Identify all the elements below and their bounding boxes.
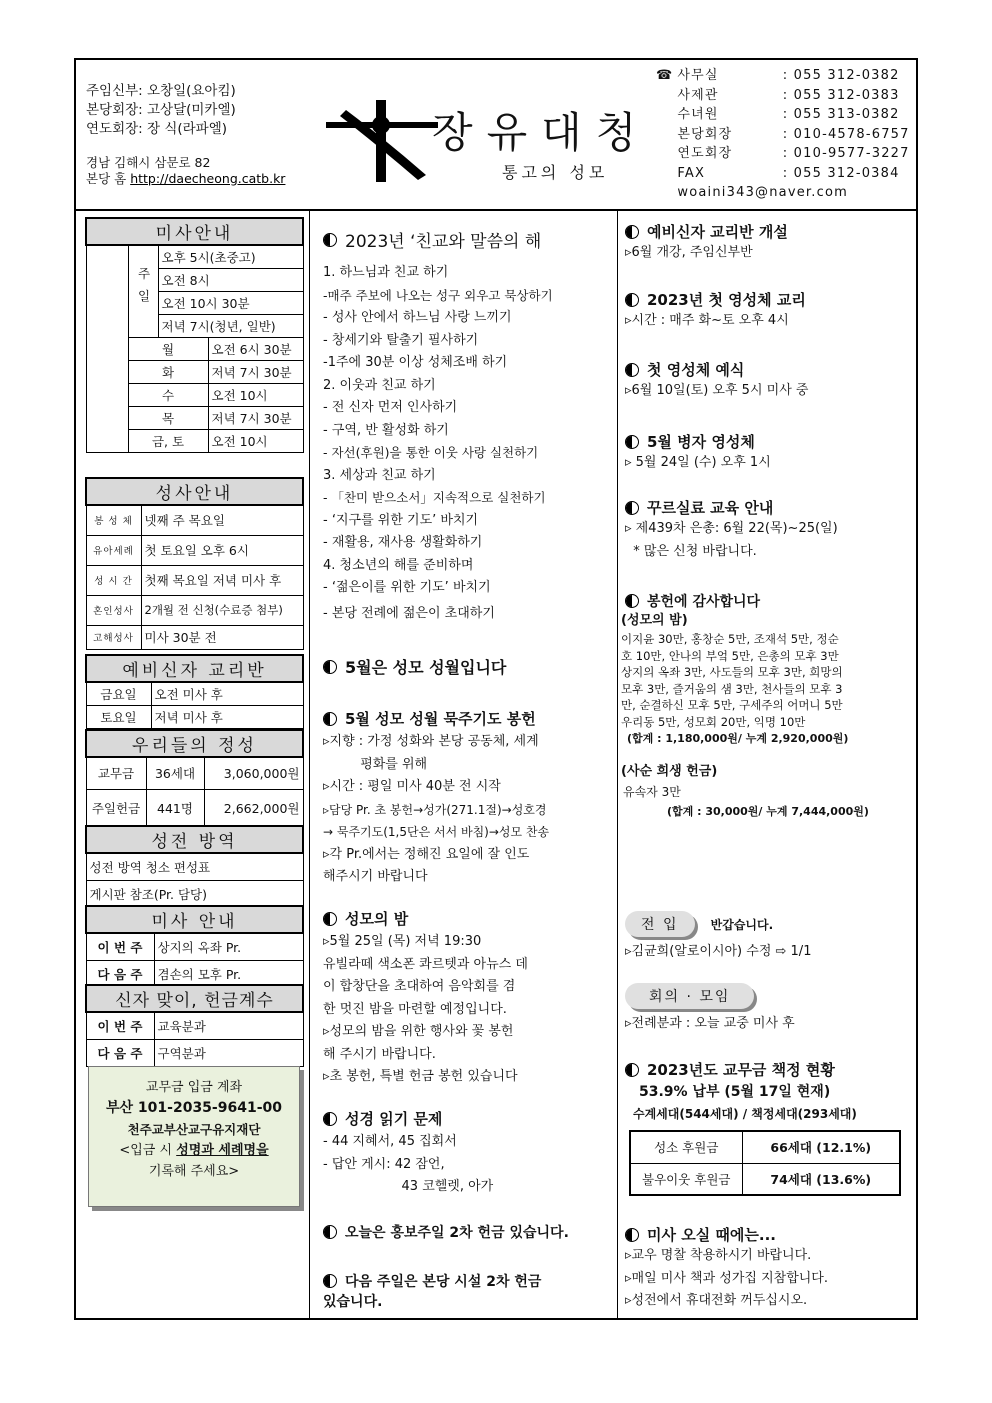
list-item: - 44 지혜서, 45 집회서	[323, 1134, 457, 1149]
list-item: ▹성모의 밤을 위한 행사와 꽃 봉헌	[323, 1024, 514, 1039]
address: 경남 김해시 삼문로 82	[86, 155, 211, 170]
contact-row: FAX : 055 312-0384	[677, 165, 900, 181]
offering-name: 주일헌금	[86, 789, 146, 826]
support-table	[629, 1130, 901, 1196]
contact-row: ☎ 사무실 : 055 312-0382	[656, 68, 900, 83]
half-circle-icon	[625, 501, 639, 515]
list-item: 우리동 5만, 성모회 20만, 익명 10만	[621, 714, 806, 729]
list-item: - 재활용, 재사용 생활화하기	[323, 535, 483, 550]
meeting-line: ▹전례분과 : 오늘 교중 미사 후	[625, 1016, 795, 1031]
contact-row: 연도회장 : 010-9577-3227	[677, 146, 910, 161]
first-communion-class-line: ▹시간 : 매주 화~토 오후 4시	[625, 313, 789, 328]
sunday-label: 주일	[128, 245, 158, 337]
list-item: 평화를 위해	[323, 756, 428, 772]
right-column	[619, 211, 916, 1318]
list-item: - 답안 게시: 42 잠언,	[323, 1156, 445, 1172]
list-item: 이 합창단을 초대하여 음악회를 겸	[323, 979, 516, 994]
district-chair: 연도회장: 장 식(라파엘)	[86, 121, 228, 137]
bible-list	[323, 1131, 493, 1199]
half-circle-icon	[625, 594, 639, 608]
list-item: ▹매일 미사 책과 성가집 지참합니다.	[625, 1270, 828, 1286]
bulletin-page	[74, 58, 918, 1320]
account-note-2: 기록해 주세요>	[148, 1164, 240, 1179]
catechumen-class-line: ▹6월 개강, 주임신부반	[625, 245, 753, 260]
offering-count: 441명	[146, 789, 204, 826]
list-item: 상지의 옥좌 3만, 사도들의 모후 3만, 희망의	[621, 665, 843, 679]
middle-column	[311, 211, 618, 1318]
list-item: ▹지향 : 가정 성화와 본당 공동체, 세계	[323, 734, 539, 749]
thanks-total: (합계 : 1,180,000원/ 누계 2,920,000원)	[627, 732, 849, 745]
mass-guide-header: 미사 안내	[86, 906, 303, 933]
homepage-label: 본당 홈	[86, 171, 131, 186]
thanks-title: 봉헌에 감사합니다	[621, 591, 869, 611]
half-circle-icon	[625, 225, 639, 239]
rosary-section	[323, 708, 549, 889]
list-item: ▹초 봉헌, 특별 헌금 봉헌 있습니다	[323, 1069, 518, 1084]
dues-households: 수계세대(544세대) / 책정세대(293세대)	[633, 1107, 857, 1121]
cursillo-section	[625, 497, 838, 563]
cross-logo-icon	[326, 100, 446, 182]
half-circle-icon	[625, 435, 639, 449]
transfer-pill: 전 입	[625, 911, 695, 937]
greeting-week: 다 음 주	[86, 1039, 154, 1066]
list-item: - ‘지구를 위한 기도’ 바치기	[323, 512, 479, 528]
account-title: 교무금 입금 계좌	[145, 1080, 243, 1095]
list-item: 4. 청소년의 해를 준비하며	[323, 557, 474, 573]
first-communion-class-section	[625, 289, 806, 333]
homepage-link[interactable]: http://daecheong.catb.kr	[130, 171, 286, 186]
half-circle-icon	[323, 912, 337, 926]
sick-communion-line: ▹ 5월 24일 (수) 오후 1시	[625, 455, 771, 470]
cleaning-header: 성전 방역	[86, 826, 303, 853]
list-item: 해주시기 바랍니다	[323, 869, 428, 884]
greeting-header: 신자 맞이, 헌금계수	[86, 985, 303, 1012]
sacrament-name: 유아세례	[86, 535, 141, 565]
may-title: 5월은 성모 성월입니다	[323, 655, 506, 678]
first-communion-title: 첫 영성체 예식	[625, 359, 808, 380]
table-row: 성소 후원금 66세대 (12.1%)	[630, 1131, 900, 1163]
bulletin-subtitle: 통고의 성모	[502, 163, 609, 182]
list-item: ▹시간 : 평일 미사 40분 전 시작	[323, 779, 501, 794]
weekday: 월	[128, 337, 208, 360]
list-item: ▹각 Pr.에서는 정해진 요일에 잘 인도	[323, 846, 530, 862]
catechumen-class-title: 예비신자 교리반 개설	[625, 221, 788, 242]
half-circle-icon	[323, 1112, 337, 1126]
mass-manner-title: 미사 오실 때에는...	[625, 1224, 828, 1245]
address-block	[86, 155, 285, 187]
weekday-time: 오전 10시	[208, 383, 303, 406]
list-item: ▹교우 명찰 착용하시기 바랍니다.	[625, 1248, 812, 1263]
offering-table	[85, 729, 304, 827]
marian-night-title: 성모의 밤	[323, 908, 528, 929]
offering-count: 36세대	[146, 757, 204, 789]
list-item: -매주 주보에 나오는 성구 외우고 묵상하기	[323, 287, 553, 303]
catechumen-day: 토요일	[86, 705, 151, 728]
pastor: 주임신부: 오창일(요아킴)	[86, 83, 236, 99]
list-item: ▹담당 Pr. 초 봉헌→성가(271.1절)→성호경	[323, 802, 547, 817]
contact-row: 수녀원 : 055 313-0382	[677, 107, 900, 122]
list-item: -1주에 30분 이상 성체조배 하기	[323, 355, 508, 370]
mass-guide-value: 상지의 옥좌 Pr.	[154, 933, 303, 960]
sacrament-value: 첫째 목요일 저녁 미사 후	[141, 565, 303, 595]
account-holder: 천주교부산교구유지재단	[127, 1122, 261, 1137]
weekday-time: 저녁 7시 30분	[208, 360, 303, 383]
list-item: - 창세기와 탈출기 필사하기	[323, 332, 479, 348]
clergy-info	[86, 82, 236, 139]
meeting-pill: 회의 · 모임	[625, 983, 754, 1009]
catechumen-header: 예비신자 교리반	[86, 655, 303, 682]
half-circle-icon	[323, 660, 337, 674]
contact-row: 사제관 : 055 312-0383	[677, 87, 900, 103]
rosary-title: 5월 성모 성월 묵주기도 봉헌	[323, 708, 549, 729]
cleaning-table	[85, 825, 304, 908]
catechumen-class-section	[625, 221, 788, 265]
sacrament-value: 미사 30분 전	[141, 625, 303, 649]
list-item: 2. 이웃과 친교 하기	[323, 377, 436, 393]
list-item: 3. 세상과 친교 하기	[323, 467, 436, 483]
bible-section	[323, 1108, 493, 1199]
list-item: 호 10만, 안나의 부엌 5만, 은총의 모후 3만	[621, 648, 839, 663]
half-circle-icon	[625, 363, 639, 377]
email[interactable]: woaini343@naver.com	[677, 185, 848, 200]
table-row: 불우이웃 후원금 74세대 (13.6%)	[630, 1163, 900, 1195]
mass-schedule-header: 미사안내	[86, 218, 303, 245]
first-communion-section	[625, 359, 808, 403]
marian-night-section	[323, 908, 528, 1089]
telephone-icon: ☎	[656, 68, 674, 83]
list-item: ▹5월 25일 (목) 저녁 19:30	[323, 934, 482, 949]
contact-row: 본당회장 : 010-4578-6757	[677, 126, 910, 142]
list-item: 한 멋진 밤을 마련할 예정입니다.	[323, 1001, 507, 1017]
sacrament-value: 넷째 주 목요일	[141, 505, 303, 535]
dues-title: 2023년도 교무금 책정 현황	[625, 1059, 901, 1080]
list-item: - 전 신자 먼저 인사하기	[323, 400, 458, 415]
bank-account-box	[88, 1066, 300, 1207]
catechumen-value: 오전 미사 후	[151, 682, 303, 705]
cleaning-line: 게시판 참조(Pr. 담당)	[86, 880, 303, 907]
half-circle-icon	[323, 233, 337, 247]
year-theme-list	[323, 262, 553, 625]
sick-communion-section	[625, 431, 771, 475]
account-note: <입금 시 성명과 세례명을	[119, 1143, 269, 1158]
sacrament-value: 첫 토요일 오후 6시	[141, 535, 303, 565]
list-item: - ‘젊은이를 위한 기도’ 바치기	[323, 580, 491, 595]
sacrament-name: 고해성사	[86, 625, 141, 649]
bulletin-header	[76, 60, 916, 211]
thanks-sub: (성모의 밤)	[621, 613, 688, 628]
mass-guide-value: 겸손의 모후 Pr.	[154, 960, 303, 987]
cursillo-line: * 많은 신청 바랍니다.	[625, 543, 757, 559]
list-item: - 본당 전례에 젊은이 초대하기	[323, 605, 495, 621]
half-circle-icon	[323, 1274, 337, 1288]
half-circle-icon	[323, 1225, 337, 1239]
lent-offering-line: 유속자 3만	[623, 785, 681, 799]
half-circle-icon	[625, 293, 639, 307]
sacrament-name: 혼인성사	[86, 595, 141, 625]
offering-name: 교무금	[86, 757, 146, 789]
meeting-section	[625, 983, 795, 1036]
half-circle-icon	[323, 712, 337, 726]
weekday: 목	[128, 406, 208, 429]
mass-manner-section	[625, 1224, 828, 1313]
catechumen-value: 저녁 미사 후	[151, 705, 303, 728]
mass-label	[86, 245, 128, 452]
weekday: 화	[128, 360, 208, 383]
thanks-list	[621, 631, 869, 730]
list-item: 해 주시기 바랍니다.	[323, 1046, 436, 1062]
mass-guide-week: 다 음 주	[86, 960, 154, 987]
rosary-list	[323, 731, 549, 889]
account-number: 부산 101-2035-9641-00	[106, 1100, 282, 1116]
weekday-time: 오전 6시 30분	[208, 337, 303, 360]
homepage-line	[86, 171, 285, 187]
left-column	[76, 211, 310, 1318]
sacrament-table	[85, 477, 304, 650]
sacrament-header: 성사안내	[86, 478, 303, 505]
dues-rate: 53.9% 납부 (5월 17일 현재)	[639, 1084, 831, 1100]
lent-offering-total: (합계 : 30,000원/ 누계 7,444,000원)	[667, 805, 869, 818]
lent-offering-title: (사순 희생 헌금)	[621, 764, 718, 779]
offering-amount: 2,662,000원	[204, 789, 303, 826]
list-item: - 성사 안에서 하느님 사랑 느끼기	[323, 310, 512, 325]
list-item: - 「찬미 받으소서」지속적으로 실천하기	[323, 490, 546, 505]
year-theme-title: 2023년 ‘친교와 말씀의 해	[323, 227, 553, 252]
first-communion-class-title: 2023년 첫 영성체 교리	[625, 289, 806, 310]
greeting-table	[85, 984, 304, 1067]
list-item: 모후 3만, 즐거움의 샘 3만, 천사들의 모후 3	[621, 681, 843, 696]
welcome-text: 반갑습니다.	[710, 918, 774, 932]
greeting-value: 교육분과	[154, 1012, 303, 1039]
notice-next-collection: 다음 주일은 본당 시설 2차 헌금 있습니다.	[323, 1274, 542, 1310]
sunday-time: 저녁 7시(청년, 일반)	[158, 314, 303, 337]
list-item: - 자선(후원)을 통한 이웃 사랑 실천하기	[323, 445, 539, 460]
list-item: - 구역, 반 활성화 하기	[323, 422, 449, 438]
transfer-section	[625, 911, 811, 964]
notice-2nd-collection: 오늘은 홍보주일 2차 헌금 있습니다.	[323, 1222, 569, 1242]
sacrament-value: 2개월 전 신청(수료증 첨부)	[141, 595, 303, 625]
sick-communion-title: 5월 병자 영성체	[625, 431, 771, 452]
offering-amount: 3,060,000원	[204, 757, 303, 789]
weekday-time: 오전 10시	[208, 429, 303, 452]
catechumen-day: 금요일	[86, 682, 151, 705]
transfer-line: ▹김균희(알로이시아) 수정 ⇨ 1/1	[625, 944, 812, 959]
bulletin-title: 장유대청	[432, 108, 651, 157]
sacrament-name: 봉 성 체	[86, 505, 141, 535]
weekday: 수	[128, 383, 208, 406]
weekday-time: 저녁 7시 30분	[208, 406, 303, 429]
thanks-section	[621, 591, 869, 822]
bible-title: 성경 읽기 문제	[323, 1108, 493, 1129]
list-item: 43 코헬렛, 아가	[323, 1179, 494, 1194]
sunday-time: 오후 5시(초중고)	[158, 245, 303, 268]
mass-guide-table	[85, 905, 304, 988]
weekday: 금, 토	[128, 429, 208, 452]
parish-chair: 본당회장: 고상달(미카엘)	[86, 102, 236, 118]
sunday-time: 오전 10시 30분	[158, 291, 303, 314]
mass-schedule-table	[85, 217, 304, 453]
may-section	[323, 655, 506, 678]
marian-night-list	[323, 931, 528, 1089]
list-item: → 묵주기도(1,5단은 서서 바침)→성모 찬송	[323, 825, 550, 839]
list-item: 만, 순결하신 모후 5만, 구세주의 어머니 5만	[621, 698, 843, 712]
offering-header: 우리들의 정성	[86, 730, 303, 757]
first-communion-line: ▹6월 10일(토) 오후 5시 미사 중	[625, 383, 809, 398]
list-item: 1. 하느님과 친교 하기	[323, 265, 449, 280]
half-circle-icon	[625, 1228, 639, 1242]
list-item: 이지윤 30만, 홍창순 5만, 조재석 5만, 정순	[621, 632, 839, 646]
sacrament-name: 성 시 간	[86, 565, 141, 595]
mass-guide-week: 이 번 주	[86, 933, 154, 960]
cursillo-line: ▹ 제439차 은총: 6월 22(목)~25(일)	[625, 521, 838, 536]
half-circle-icon	[625, 1063, 639, 1077]
sunday-time: 오전 8시	[158, 268, 303, 291]
contact-list	[656, 66, 910, 203]
cleaning-line: 성전 방역 청소 편성표	[86, 853, 303, 880]
year-theme-section	[323, 227, 553, 625]
list-item: 유빌라떼 색소폰 콰르텟과 아뉴스 데	[323, 956, 528, 972]
list-item: ▹성전에서 휴대전화 꺼두십시오.	[625, 1293, 808, 1308]
catechumen-table	[85, 654, 304, 729]
greeting-value: 구역분과	[154, 1039, 303, 1066]
dues-section	[625, 1059, 901, 1196]
greeting-week: 이 번 주	[86, 1012, 154, 1039]
cursillo-title: 꾸르실료 교육 안내	[625, 497, 838, 518]
